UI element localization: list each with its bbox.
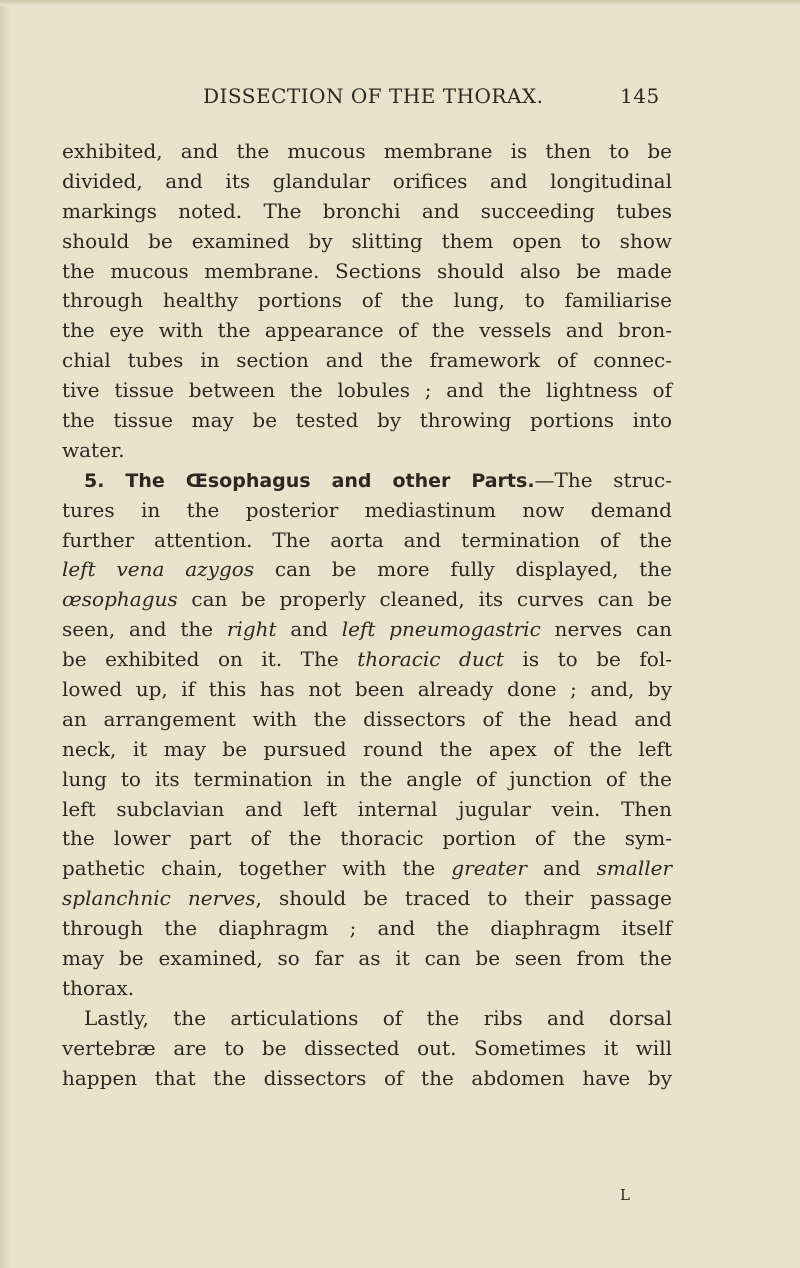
- text-line: [62, 854, 672, 884]
- italic-term: smaller: [596, 856, 673, 881]
- page-top-shadow: [0, 0, 800, 6]
- text-run: can be more fully displayed, the: [254, 557, 672, 582]
- body-text: [62, 137, 672, 1094]
- text-line: Lastly, the articulations of the ribs and dorsal: [84, 1005, 672, 1030]
- italic-term: right: [226, 617, 277, 642]
- text-line: through healthy portions of the lung, to familiarise: [62, 288, 672, 313]
- text-line: [62, 555, 672, 585]
- text-line: tures in the posterior mediastinum now demand: [62, 497, 672, 522]
- text-run: —The struc-: [534, 467, 672, 492]
- page-number: 145: [620, 84, 660, 108]
- text-line: left subclavian and left internal jugular vein. Then: [62, 796, 672, 821]
- text-run: is to be fol-: [503, 647, 672, 672]
- page-edge-shadow: [0, 0, 10, 1268]
- italic-term: splanchnic nerves: [62, 886, 256, 911]
- text-run: pathetic chain, together with the: [62, 856, 452, 881]
- text-run: and: [276, 617, 342, 642]
- text-line: lowed up, if this has not been already done ; and, by: [62, 677, 672, 702]
- signature-mark: L: [620, 1186, 630, 1204]
- text-line: [62, 884, 672, 914]
- text-line: should be examined by slitting them open to show: [62, 228, 672, 253]
- text-line: the eye with the appearance of the vessels and bron-: [62, 318, 672, 343]
- text-line: the tissue may be tested by throwing portions into: [62, 408, 672, 433]
- section-heading-line: [62, 466, 672, 496]
- text-line: neck, it may be pursued round the apex of the left: [62, 736, 672, 761]
- running-head: [62, 84, 662, 118]
- italic-term: left vena azygos: [62, 557, 255, 582]
- text-run: , should be traced to their passage: [255, 886, 672, 911]
- text-line: the mucous membrane. Sections should also be made: [62, 258, 672, 283]
- text-line: [62, 585, 672, 615]
- italic-term: thoracic duct: [357, 647, 504, 672]
- italic-term: left pneumogastric: [341, 617, 541, 642]
- text-line: happen that the dissectors of the abdomen have by: [62, 1065, 672, 1090]
- text-line: markings noted. The bronchi and succeeding tubes: [62, 198, 672, 223]
- running-head-title: DISSECTION OF THE THORAX.: [203, 84, 544, 108]
- text-line: exhibited, and the mucous membrane is then to be: [62, 139, 672, 163]
- text-line: thorax.: [62, 975, 135, 1000]
- text-run: be exhibited on it. The: [62, 647, 358, 672]
- text-run: nerves can: [540, 617, 673, 642]
- text-line: an arrangement with the dissectors of the head and: [62, 706, 672, 731]
- text-line: [62, 615, 672, 645]
- text-line: tive tissue between the lobules ; and the lightness of: [62, 378, 672, 403]
- text-line: [62, 645, 672, 675]
- text-run: and: [526, 856, 597, 881]
- text-line: may be examined, so far as it can be seen from the: [62, 946, 672, 971]
- text-line: through the diaphragm ; and the diaphragm itself: [62, 916, 672, 941]
- text-line: lung to its termination in the angle of junction of the: [62, 766, 672, 791]
- section-heading: 5. The Œsophagus and other Parts.: [84, 469, 535, 492]
- text-run: seen, and the: [62, 617, 227, 642]
- italic-term: œsophagus: [62, 587, 178, 612]
- text-line: water.: [62, 437, 125, 462]
- text-line: further attention. The aorta and termination of the: [62, 527, 672, 552]
- text-line: chial tubes in section and the framework of connec-: [62, 348, 672, 373]
- text-line: the lower part of the thoracic portion of the sym-: [62, 826, 672, 851]
- italic-term: greater: [451, 856, 527, 881]
- text-line: divided, and its glandular orifices and longitudinal: [62, 168, 672, 193]
- text-line: vertebræ are to be dissected out. Sometimes it will: [62, 1035, 672, 1060]
- text-run: can be properly cleaned, its curves can be: [177, 587, 672, 612]
